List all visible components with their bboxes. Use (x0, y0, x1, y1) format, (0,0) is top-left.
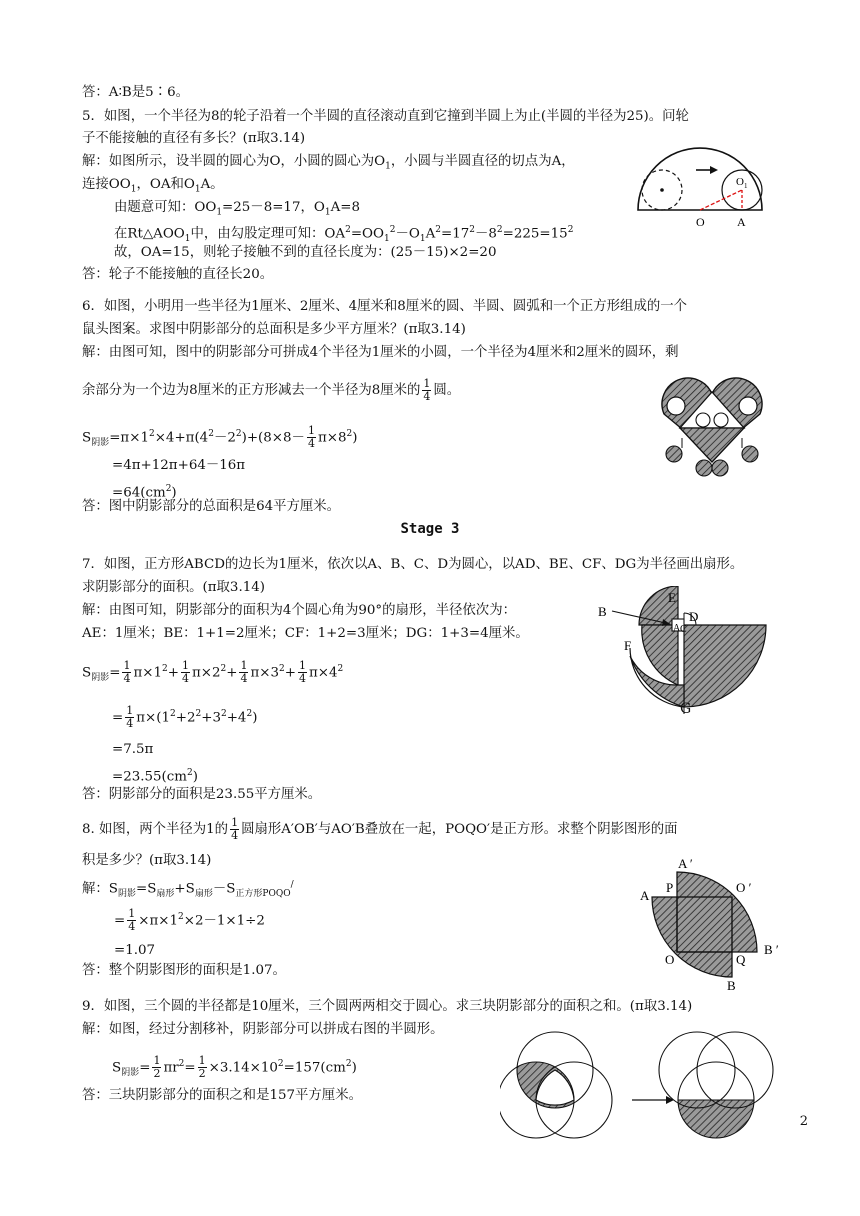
figure-9-three-circles (500, 1028, 790, 1143)
sol7-eq4: $=23.55(cm^2)$ (112, 768, 198, 785)
fig5-label-a: A (737, 215, 746, 229)
sol5-line5: 故，OA=15，则轮子接触不到的直径长度为：(25－15)×2=20 (114, 245, 497, 260)
sol5-line1: 解：如图所示，设半圆的圆心为O，小圆的圆心为$O_1$，小圆与半圆直径的切点为A， (82, 154, 575, 172)
fig5-label-o1: $O_1$ (736, 176, 748, 190)
fig5-label-o: O (696, 215, 705, 229)
page-number: 2 (799, 1114, 808, 1129)
q5-line1: 5．如图，一个半径为8的轮子沿着一个半圆的直径滚动直到它撞到半圆上为止(半圆的半径为25)。问轮 (82, 109, 689, 124)
sol6-eq1: $S_{阴影}=\pi\times 1^2\times 4+\pi(4^2-2^2)+(8\times 8-$ $\frac{1}{4}$ $\pi\times 8^2$) (82, 424, 358, 451)
q8-line1: 8. 如图，两个半径为1的 $\frac{1}{4}$ 圆扇形A′OB′与AO′B叠放在一起，POQO′是正方形。求整个阴影图形的面 (82, 816, 678, 842)
sol5-line2: 连接$OO_1$，OA和$O_1A$。 (82, 177, 224, 195)
sol6-line2: 余部分为一个边为8厘米的正方形减去一个半径为8厘米的 $\frac{1}{4}$ 圆。 (82, 377, 461, 403)
fig7-label-b: B (598, 604, 607, 619)
sol7-line2: AE：1厘米；BE：1+1=2厘米；CF：1+2=3厘米；DG：1+3=4厘米。 (82, 626, 529, 641)
fig7-label-d: D (689, 609, 699, 624)
sol6-eq2: =4π+12π+64－16π (112, 458, 246, 473)
fig8-label-a: A (640, 888, 650, 903)
fig7-label-a: A (673, 623, 681, 634)
sol9-eq1: $S_{阴影}=$ $\frac{1}{2}$ $\pi r^2=$ $\frac{1}{2}$ $\times 3.14\times 10^2=157(cm^2)$ (112, 1054, 357, 1081)
figure-5-wheel-semicircle (630, 140, 770, 230)
sol8-eq2: = $\frac{1}{4}$ $\times\pi\times 1^2\times 2-1\times 1\div 2$ (114, 907, 265, 934)
fig8-label-p: P (666, 880, 674, 895)
fig8-label-b1: B ′ (764, 942, 779, 957)
figure-6-mouse-head (652, 376, 772, 486)
sol8-line1: 解：$S_{阴影}=S_{扇形}+S_{扇形}-S_{正方形POQO}^/$ (82, 880, 294, 900)
fig7-label-g: G (680, 701, 692, 717)
answer-5: 答：轮子不能接触的直径长20。 (82, 267, 274, 282)
q9-line1: 9．如图，三个圆的半径都是10厘米，三个圆两两相交于圆心。求三块阴影部分的面积之和。(π取3.14) (82, 999, 693, 1014)
q7-line2: 求阴影部分的面积。(π取3.14) (82, 580, 265, 595)
fig8-label-q: Q (736, 952, 746, 967)
q6-line1: 6．如图，小明用一些半径为1厘米、2厘米、4厘米和8厘米的圆、半圆、圆弧和一个正方形组成的一个 (82, 299, 688, 314)
q8-line2: 积是多少？(π取3.14) (82, 853, 212, 868)
sol6-line1: 解：由图可知，图中的阴影部分可拼成4个半径为1厘米的小圆，一个半径为4厘米和2厘米的圆环，剩 (82, 345, 679, 360)
fig8-label-b: B (727, 978, 736, 993)
answer-4: 答：A∶B是5∶6。 (82, 85, 189, 100)
fig8-label-o1: O ′ (736, 880, 752, 895)
sol6-eq3: $=64(cm^2)$ (112, 484, 177, 501)
answer-9: 答：三块阴影部分的面积之和是157平方厘米。 (82, 1088, 362, 1103)
sol7-line1: 解：由图可知，阴影部分的面积为4个圆心角为90°的扇形，半径依次为： (82, 603, 516, 618)
sol7-eq3: =7.5π (112, 742, 154, 757)
sol7-eq1: $S_{阴影}=$ $\frac{1}{4}$ $\pi\times 1^2+$ $\frac{1}{4}$ $\pi\times 2^2+$ $\frac{1}{4}$ $\pi\times 3^2+$ $\frac{1}{4}$ $\pi\times 4^2$ (82, 659, 344, 686)
stage-heading: Stage 3 (400, 521, 460, 537)
answer-7: 答：阴影部分的面积是23.55平方厘米。 (82, 787, 322, 802)
answer-8: 答：整个阴影图形的面积是1.07。 (82, 963, 286, 978)
sol9-line1: 解：如图，经过分割移补，阴影部分可以拼成右图的半圆形。 (82, 1022, 444, 1037)
fig7-label-c: C (680, 624, 687, 635)
q5-line2: 子不能接触的直径有多长？(π取3.14) (82, 131, 306, 146)
sol7-eq2: = $\frac{1}{4}$ $\pi\times(1^2+2^2+3^2+4^2)$ (112, 704, 258, 731)
answer-6: 答：图中阴影部分的总面积是64平方厘米。 (82, 499, 341, 514)
sol5-line3: 由题意可知：$OO_1=25-8=17$，$O_1A=8$ (114, 200, 360, 218)
q7-line1: 7．如图，正方形ABCD的边长为1厘米，依次以A、B、C、D为圆心，以AD、BE、CF、DG为半径画出扇形。 (82, 557, 744, 572)
fig7-label-f: F (624, 638, 632, 653)
fig8-label-a1: A ′ (678, 856, 693, 871)
fig8-label-o: O (665, 952, 675, 967)
figure-8-overlapping-sectors (632, 852, 792, 994)
fig7-label-e: E (668, 590, 676, 605)
figure-7-spiral-sectors (592, 586, 792, 716)
sol8-eq3: =1.07 (114, 943, 156, 958)
sol5-line4: 在$Rt\triangle AOO_1$中，由勾股定理可知：$OA^2=OO_1^2-O_1A^2=17^2-8^2=225=15^2$ (114, 225, 574, 245)
q6-line2: 鼠头图案。求图中阴影部分的总面积是多少平方厘米？(π取3.14) (82, 322, 466, 337)
